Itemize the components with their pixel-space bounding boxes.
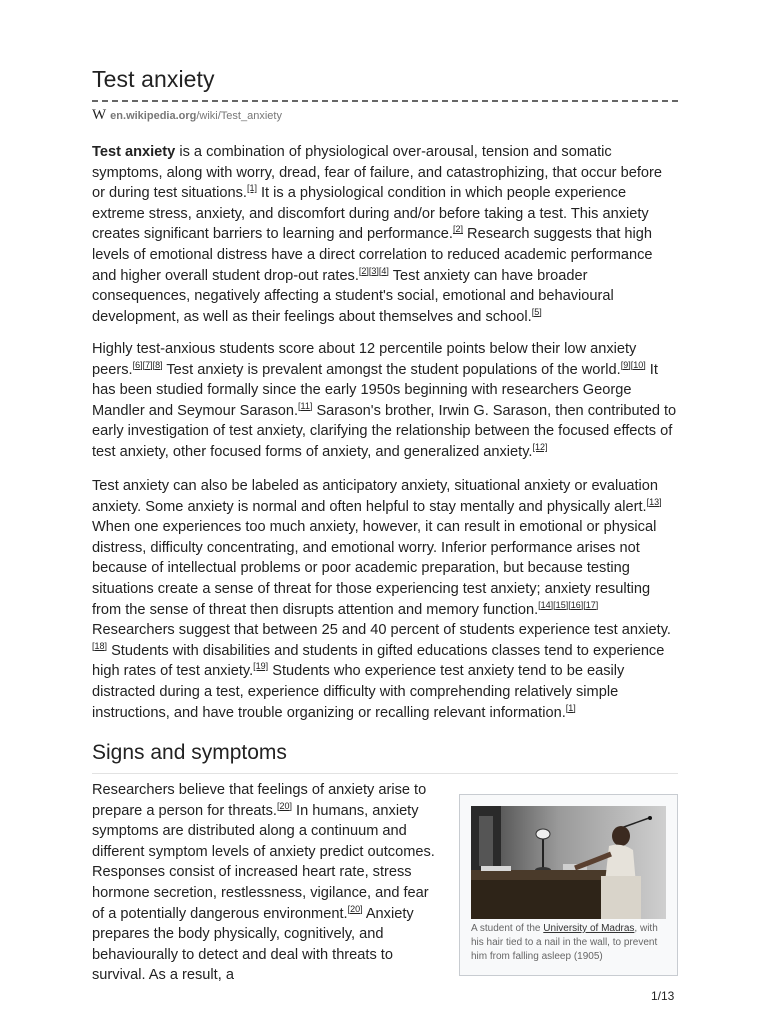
citation-link[interactable]: [1] (246, 183, 257, 194)
citation-link[interactable]: [5] (531, 306, 542, 317)
citation-link[interactable]: [9][10] (620, 359, 646, 370)
paragraph-text: In humans, anxiety symptoms are distributed along a continuum and different symptom levels of anxiety predict outcomes. Responses consist of increased heart rate, stress hormone secretion, restlessness, vigilance, and fear of a potentially dangerous environment. (92, 802, 435, 922)
citation-link[interactable]: [6][7][8] (132, 359, 163, 370)
paragraph-text: Sarason's brother, Irwin G. Sarason, then contributed to early investigation of test anxiety, clarifying the relationship between the focused effects of test anxiety, other focused forms of anxiety, and generalized anxiety. (92, 402, 677, 460)
intro-text: Research suggests that high levels of emotional distress have a direct correlation to reduced academic performance and higher overall student drop-out rates. (92, 226, 653, 284)
paragraph-text: Anxiety prepares the body physically, cognitively, and behaviourally to detect and deal with threats to survival. As a result, a (92, 905, 414, 984)
paragraph-text: Researchers suggest that between 25 and 40 percent of students experience test anxiety. (92, 622, 671, 639)
source-path[interactable]: /wiki/Test_anxiety (196, 109, 282, 122)
intro-paragraph (92, 142, 678, 337)
intro-text: Test anxiety can have broader consequences, negatively affecting a student's social, emotional and behavioural development, as well as their feelings about themselves and school. (92, 267, 614, 325)
citation-link[interactable]: [20] (347, 903, 363, 914)
student-photo[interactable] (471, 806, 666, 919)
source-domain[interactable]: en.wikipedia.org (110, 109, 197, 122)
citation-link[interactable]: [11] (298, 400, 313, 411)
source-line (92, 107, 282, 124)
university-of-madras-link[interactable]: University of Madras (543, 923, 635, 934)
citation-link[interactable]: [20] (276, 800, 292, 811)
citation-link[interactable]: [13] (646, 496, 662, 507)
caption-text: , with his hair tied to a nail in the wall, to prevent him from falling asleep (1905) (471, 923, 658, 962)
signs-paragraph (92, 780, 437, 986)
paragraph-text: Highly test-anxious students score about 12 percentile points below their low anxiety peers. (92, 341, 637, 378)
intro-text: is a combination of physiological over-arousal, tension and somatic symptoms, along with worry, dread, fear of failure, and catastrophizing, that occur before or during test situations. (92, 144, 662, 202)
citation-link[interactable]: [1] (565, 702, 576, 713)
figure-thumbnail (459, 794, 678, 976)
paragraph-3 (92, 476, 678, 733)
paragraph-text: Students who experience test anxiety tend to be easily distracted during a test, experience difficulty with comprehending relatively simple instructions, and have trouble organizing or recalling relevant information. (92, 663, 625, 721)
citation-link[interactable]: [14][15][16][17] (538, 599, 599, 610)
caption-text: A student of the (471, 923, 544, 934)
paragraph-text: When one experiences too much anxiety, however, it can result in emotional or physical distress, difficulty concentrating, and emotional worry. Inferior performance arises not because of intellectual problems or poor academic preparation, but because testing situations create a sense of threat for those experiencing test anxiety; anxiety resulting from the sense of threat then disrupts attention and memory function. (92, 519, 657, 618)
paragraph-text: Researchers believe that feelings of anxiety arise to prepare a person for threats. (92, 782, 427, 819)
paragraph-text: Test anxiety is prevalent amongst the student populations of the world. (162, 361, 621, 378)
paragraph-text: Test anxiety can also be labeled as anticipatory anxiety, situational anxiety or evaluation anxiety. Some anxiety is normal and often helpful to stay mentally and physically alert. (92, 478, 658, 515)
page-title: Test anxiety (92, 66, 215, 92)
citation-link[interactable]: [12] (532, 441, 548, 452)
term-bold: Test anxiety (92, 144, 176, 160)
figure-caption (471, 922, 666, 964)
intro-text: It is a physiological condition in which people experience extreme stress, anxiety, and discomfort during and/or before taking a test. This anxiety creates significant barriers to learning and performance. (92, 185, 649, 243)
section-divider (92, 773, 678, 774)
paragraph-text: It has been studied formally since the early 1950s beginning with researchers George Mandler and Seymour Sarason. (92, 361, 658, 419)
wikipedia-logo-icon: W (92, 107, 106, 123)
citation-link[interactable]: [18] (92, 640, 108, 651)
citation-link[interactable]: [2][3][4] (358, 265, 389, 276)
citation-link[interactable]: [2] (452, 224, 463, 235)
paragraph-text: Students with disabilities and students in gifted educations classes tend to experience high rates of test anxiety. (92, 642, 665, 680)
paragraph-2 (92, 339, 678, 473)
section-heading-signs: Signs and symptoms (92, 741, 287, 764)
title-divider (92, 100, 678, 102)
page-number: 1/13 (651, 989, 675, 1003)
citation-link[interactable]: [19] (253, 661, 269, 672)
